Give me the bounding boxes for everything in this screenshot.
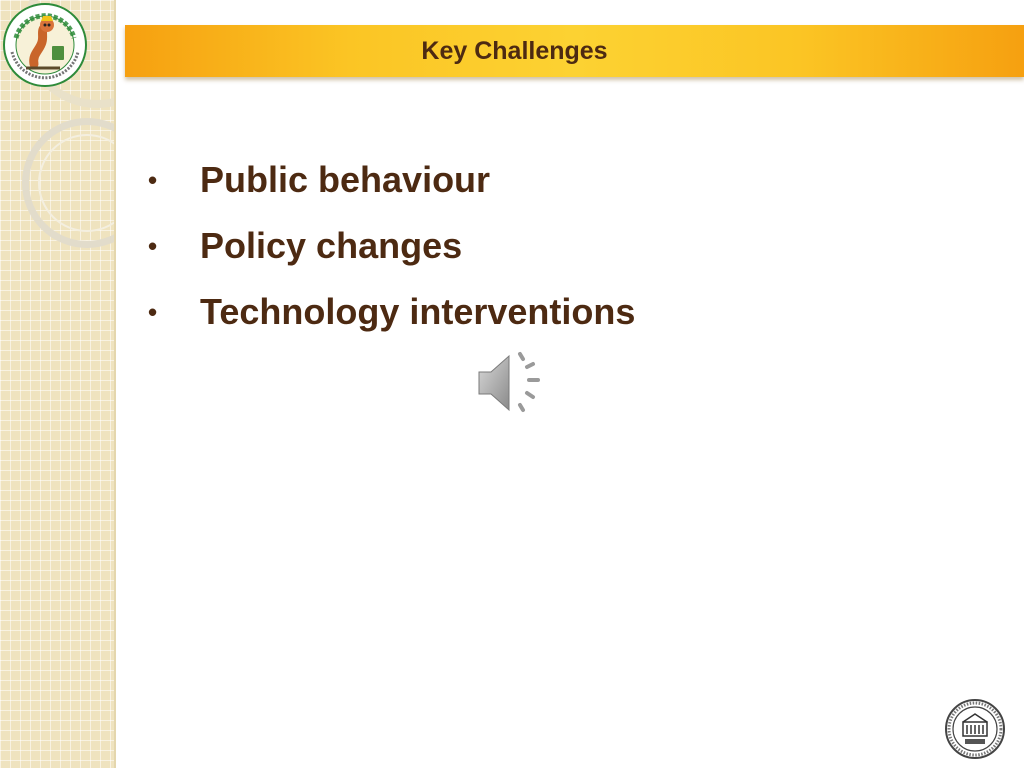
bullet-marker: •: [148, 296, 158, 327]
bullet-marker: •: [148, 230, 158, 261]
recycle-logo-icon: [2, 2, 88, 88]
bullet-text: Public behaviour: [200, 159, 491, 200]
slide-title: Key Challenges: [421, 36, 608, 65]
speaker-icon[interactable]: [476, 350, 546, 416]
bullet-marker: •: [148, 164, 158, 195]
title-bar: [125, 25, 1024, 77]
bullet-text: Policy changes: [200, 225, 463, 266]
bullet-list: [140, 150, 635, 342]
municipal-seal-icon: [944, 698, 1006, 760]
list-item: [140, 282, 635, 342]
sidebar-panel: [0, 0, 116, 768]
list-item: [140, 216, 635, 276]
list-item: [140, 150, 635, 210]
bullet-text: Technology interventions: [200, 291, 636, 332]
